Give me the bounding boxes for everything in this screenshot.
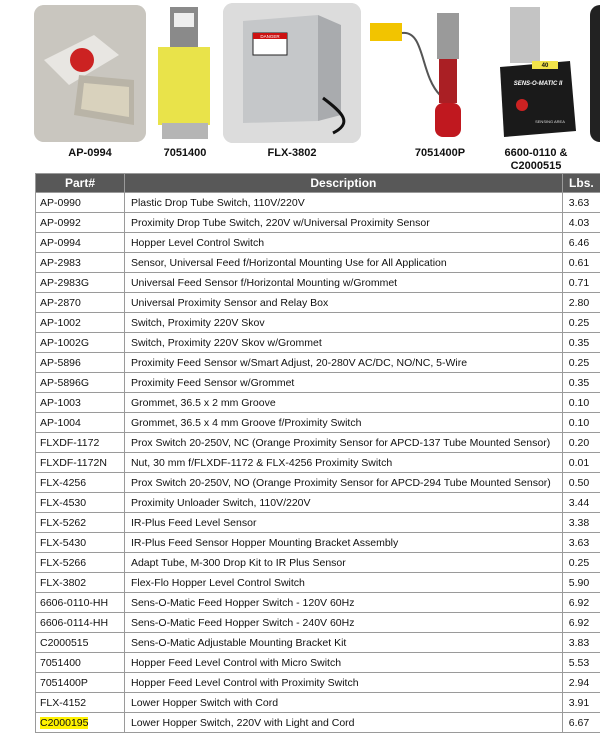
description-cell: Sens-O-Matic Feed Hopper Switch - 240V 60Hz	[124, 613, 562, 633]
table-row	[36, 573, 600, 593]
description-cell: Grommet, 36.5 x 4 mm Groove f/Proximity Switch	[124, 413, 562, 433]
lbs-cell: 0.10	[562, 393, 600, 413]
product-photos	[0, 0, 600, 172]
header-part: Part#	[36, 174, 125, 193]
description-cell: IR-Plus Feed Sensor Hopper Mounting Bracket Assembly	[124, 533, 562, 553]
lbs-cell: 6.92	[562, 613, 600, 633]
table-row	[36, 713, 600, 733]
product-photo-ap-0994	[34, 5, 146, 142]
table-row	[36, 493, 600, 513]
table-row	[36, 673, 600, 693]
lbs-cell: 3.63	[562, 193, 600, 213]
description-cell: Lower Hopper Switch with Cord	[124, 693, 562, 713]
table-row	[36, 513, 600, 533]
danger-label: DANGER	[260, 34, 280, 39]
table-row	[36, 313, 600, 333]
table-row	[36, 293, 600, 313]
lbs-cell: 0.35	[562, 373, 600, 393]
sensing-area-label: SENSING AREA	[535, 119, 565, 124]
lbs-cell: 4.03	[562, 213, 600, 233]
part-cell: 6606-0110-HH	[36, 593, 125, 613]
lbs-cell: 0.25	[562, 313, 600, 333]
description-cell: Plastic Drop Tube Switch, 110V/220V	[124, 193, 562, 213]
lbs-cell: 3.63	[562, 533, 600, 553]
part-cell: AP-5896	[36, 353, 125, 373]
header-lbs: Lbs.	[562, 174, 600, 193]
lbs-cell: 0.71	[562, 273, 600, 293]
description-cell: Universal Proximity Sensor and Relay Box	[124, 293, 562, 313]
lbs-cell: 0.61	[562, 253, 600, 273]
part-cell: AP-1002G	[36, 333, 125, 353]
description-cell: Hopper Feed Level Control with Micro Switch	[124, 653, 562, 673]
description-cell: Grommet, 36.5 x 2 mm Groove	[124, 393, 562, 413]
lbs-cell: 6.46	[562, 233, 600, 253]
part-cell: FLXDF-1172	[36, 433, 125, 453]
table-row	[36, 453, 600, 473]
parts-table-body	[36, 193, 600, 733]
table-row	[36, 593, 600, 613]
lbs-cell: 5.90	[562, 573, 600, 593]
sensomatic-brand: SENS-O-MATIC II	[513, 81, 563, 87]
part-cell: AP-0994	[36, 233, 125, 253]
table-row	[36, 633, 600, 653]
description-cell: IR-Plus Feed Level Sensor	[124, 513, 562, 533]
part-cell: AP-0992	[36, 213, 125, 233]
description-cell: Switch, Proximity 220V Skov w/Grommet	[124, 333, 562, 353]
description-cell: Prox Switch 20-250V, NO (Orange Proximity Sensor for APCD-294 Tube Mounted Sensor)	[124, 473, 562, 493]
table-row	[36, 353, 600, 373]
part-cell: AP-2983G	[36, 273, 125, 293]
table-row	[36, 553, 600, 573]
description-cell: Sensor, Universal Feed f/Horizontal Mounting Use for All Application	[124, 253, 562, 273]
caption-sens-o-matic-line2: C2000515	[510, 160, 562, 172]
part-cell: AP-0990	[36, 193, 125, 213]
description-cell: Sens-O-Matic Feed Hopper Switch - 120V 60Hz	[124, 593, 562, 613]
part-cell: FLX-3802	[36, 573, 125, 593]
lbs-cell: 6.67	[562, 713, 600, 733]
description-cell: Adapt Tube, M-300 Drop Kit to IR Plus Sensor	[124, 553, 562, 573]
table-row	[36, 213, 600, 233]
lbs-cell: 3.83	[562, 633, 600, 653]
lbs-cell: 2.94	[562, 673, 600, 693]
description-cell: Proximity Drop Tube Switch, 220V w/Universal Proximity Sensor	[124, 213, 562, 233]
table-row	[36, 653, 600, 673]
lbs-cell: 3.91	[562, 693, 600, 713]
table-row	[36, 373, 600, 393]
product-photo-flx-3802	[223, 3, 361, 143]
part-cell: 6606-0114-HH	[36, 613, 125, 633]
lbs-cell: 0.35	[562, 333, 600, 353]
table-row	[36, 393, 600, 413]
description-cell: Proximity Unloader Switch, 110V/220V	[124, 493, 562, 513]
header-description: Description	[124, 174, 562, 193]
caption-sens-o-matic	[490, 147, 582, 173]
caption-7051400: 7051400	[163, 147, 207, 159]
lbs-cell: 3.38	[562, 513, 600, 533]
part-cell: FLX-4256	[36, 473, 125, 493]
table-header-row	[36, 174, 600, 193]
product-photo-7051400p	[365, 5, 480, 142]
product-photo-7051400	[152, 5, 217, 142]
table-row	[36, 613, 600, 633]
caption-7051400p: 7051400P	[414, 147, 466, 159]
lbs-cell: 6.92	[562, 593, 600, 613]
part-cell: FLX-4152	[36, 693, 125, 713]
part-cell: FLX-5430	[36, 533, 125, 553]
part-cell: 7051400P	[36, 673, 125, 693]
part-cell: FLX-5262	[36, 513, 125, 533]
part-cell: FLX-4530	[36, 493, 125, 513]
table-row	[36, 473, 600, 493]
description-cell: Prox Switch 20-250V, NC (Orange Proximity Sensor for APCD-137 Tube Mounted Sensor)	[124, 433, 562, 453]
description-cell: Hopper Feed Level Control with Proximity Switch	[124, 673, 562, 693]
table-row	[36, 433, 600, 453]
caption-ap-0994: AP-0994	[68, 147, 112, 159]
description-cell: Universal Feed Sensor f/Horizontal Mounting w/Grommet	[124, 273, 562, 293]
description-cell: Proximity Feed Sensor w/Grommet	[124, 373, 562, 393]
lbs-cell: 0.50	[562, 473, 600, 493]
part-cell: AP-2870	[36, 293, 125, 313]
description-cell: Flex-Flo Hopper Level Control Switch	[124, 573, 562, 593]
part-cell	[36, 713, 125, 733]
table-row	[36, 333, 600, 353]
sensomatic-number: 40	[541, 63, 549, 69]
caption-sens-o-matic-line1: 6600-0110 &	[504, 147, 568, 159]
lbs-cell: 0.01	[562, 453, 600, 473]
part-cell: AP-2983	[36, 253, 125, 273]
table-row	[36, 533, 600, 553]
highlighted-part-number: C2000195	[40, 716, 89, 729]
lbs-cell: 0.25	[562, 553, 600, 573]
description-cell: Proximity Feed Sensor w/Smart Adjust, 20-280V AC/DC, NO/NC, 5-Wire	[124, 353, 562, 373]
part-cell: FLXDF-1172N	[36, 453, 125, 473]
lbs-cell: 2.80	[562, 293, 600, 313]
table-row	[36, 253, 600, 273]
description-cell: Lower Hopper Switch, 220V with Light and Cord	[124, 713, 562, 733]
lbs-cell: 0.25	[562, 353, 600, 373]
caption-flx-3802: FLX-3802	[267, 147, 317, 159]
table-row	[36, 693, 600, 713]
table-row	[36, 233, 600, 253]
description-cell: Hopper Level Control Switch	[124, 233, 562, 253]
part-cell: AP-1004	[36, 413, 125, 433]
lbs-cell: 0.20	[562, 433, 600, 453]
part-cell: AP-1002	[36, 313, 125, 333]
description-cell: Nut, 30 mm f/FLXDF-1172 & FLX-4256 Proximity Switch	[124, 453, 562, 473]
lbs-cell: 5.53	[562, 653, 600, 673]
lbs-cell: 0.10	[562, 413, 600, 433]
product-photo-partial	[590, 5, 600, 142]
part-cell: C2000515	[36, 633, 125, 653]
lbs-cell: 3.44	[562, 493, 600, 513]
parts-table	[35, 173, 600, 733]
table-row	[36, 413, 600, 433]
description-cell: Sens-O-Matic Adjustable Mounting Bracket Kit	[124, 633, 562, 653]
part-cell: 7051400	[36, 653, 125, 673]
table-row	[36, 193, 600, 213]
part-cell: AP-1003	[36, 393, 125, 413]
part-cell: FLX-5266	[36, 553, 125, 573]
table-row	[36, 273, 600, 293]
part-cell: AP-5896G	[36, 373, 125, 393]
product-photo-sens-o-matic	[492, 5, 580, 142]
description-cell: Switch, Proximity 220V Skov	[124, 313, 562, 333]
